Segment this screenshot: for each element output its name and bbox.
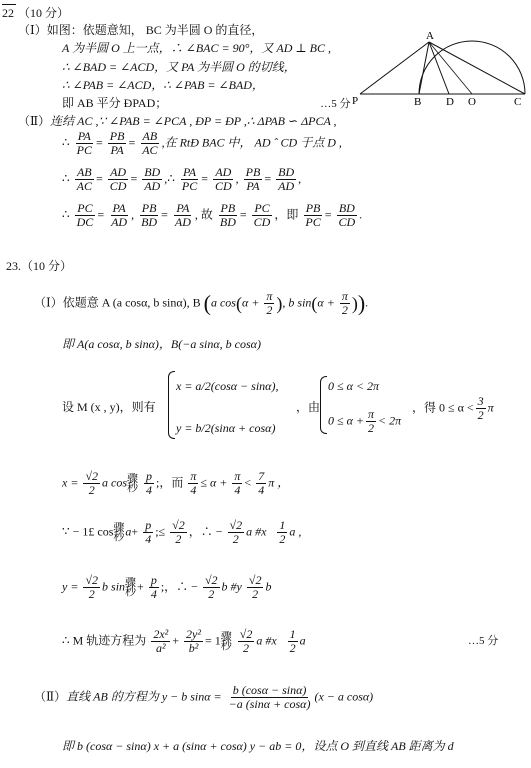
frac-pa-ad-2: $\frac{PA}{AD}$ [174, 201, 191, 229]
label-a: A [426, 30, 434, 42]
q22-p2-line4: ∴ $\frac{PC}{DC}$ = $\frac{PA}{AD}$ , $\frac{PB}{BD}$ = $\frac{PA}{AD}$ , 故 $\frac{PB}{BD}$ = $\frac{PC}{CD}$ ，即 $\frac{PB}{PC}$ = $\frac{BD}{CD}$ . [62, 201, 363, 229]
label-c: C [514, 96, 522, 106]
chord-ab [419, 42, 429, 94]
sys2-bottom: 0 ≤ α + $\frac{\pi}{2}$ < 2π [328, 407, 402, 435]
frac-pc-dc: $\frac{PC}{DC}$ [76, 201, 94, 229]
frac-pb-pa-2: $\frac{PB}{PA}$ [245, 165, 261, 193]
system-brace-left [168, 371, 175, 439]
label-p: P [352, 95, 359, 106]
altitude-ad [429, 42, 449, 94]
chord-ac [429, 42, 525, 94]
radius-ao [429, 42, 472, 94]
q22-p2-text1: 连结 AC ,∵ ∠PAB = ∠PCA , ÐP = ÐP ,∴ ΔPAB ∽ ΔPCA , [50, 114, 337, 128]
q23-score: （10 分） [21, 259, 73, 273]
geometry-figure [350, 28, 530, 106]
q22-p1-line3: ∴ ∠BAD = ∠ACD，又 PA 为半圆 O 的切线， [62, 60, 296, 74]
q22-number: 22 [2, 6, 14, 20]
q23-p2-line2: 即 b (cosα − sinα) x + a (sinα + cosα) y − ab = 0，设点 O 到直线 AB 距离为 d [62, 739, 454, 753]
q22-p2-label: （Ⅱ） [18, 114, 51, 128]
q22-score: （10 分） [18, 6, 70, 20]
frac-pb-bd: $\frac{PB}{BD}$ [141, 201, 158, 229]
q23-p1-score: …5 分 [468, 635, 499, 647]
frac-bd-ad: $\frac{BD}{AD}$ [144, 165, 161, 193]
frac-pa-ad: $\frac{PA}{AD}$ [111, 201, 128, 229]
q23-number: 23. [6, 259, 21, 273]
q22-p1-score: …5 分 [320, 98, 351, 110]
frac-ab-ac: $\frac{AB}{AC}$ [142, 129, 158, 157]
q23-cos-line: ∵ − 1£ cos骤秒a+ $\frac{p}{4}$ ;≤ $\frac{√2}{2}$ ，∴ − $\frac{√2}{2}$ a #x $\frac{1}{2}$ a , [62, 518, 302, 546]
label-b: B [414, 96, 422, 106]
q23-by: ，由 [296, 400, 321, 414]
frac-bd-ad-2: $\frac{BD}{AD}$ [278, 165, 295, 193]
frac-ab-ac-2: $\frac{AB}{AC}$ [76, 165, 92, 193]
q22-p2-line3: ∴ $\frac{AB}{AC}$ = $\frac{AD}{CD}$ = $\frac{BD}{AD}$ ,∴ $\frac{PA}{PC}$ = $\frac{AD}{CD}$ , $\frac{PB}{PA}$ = $\frac{BD}{AD}$ , [62, 165, 302, 193]
system-eq-x: x = a/2(cosα − sinα), [176, 379, 279, 393]
frac-pb-pa: $\frac{PB}{PA}$ [109, 129, 125, 157]
q23-p1-line3-label: 设 M (x , y)，则有 [62, 400, 156, 414]
q23-p2-label: （Ⅱ） [34, 689, 67, 704]
frac-ad-cd: $\frac{AD}{CD}$ [109, 165, 127, 193]
tangent-pa [360, 42, 429, 94]
system-eq-y: y = b/2(sinα + cosα) [176, 421, 276, 435]
q23-x-line: x = $\frac{√2}{2}$ a cos骤秒 $\frac{p}{4}$ ;，而 $\frac{\pi}{4}$ ≤ α + $\frac{\pi}{4}$ < $\frac{7}{4}$ π ， [62, 469, 290, 497]
frac-pa-pc-2: $\frac{PA}{PC}$ [181, 165, 198, 193]
system-brace-right [320, 376, 327, 434]
label-o: O [468, 96, 476, 106]
q22-p1-label: （Ⅰ） [18, 23, 47, 37]
q23-header [6, 258, 72, 274]
q22-p1-line4: ∴ ∠PAB = ∠ACD，∴ ∠PAB = ∠BAD， [62, 78, 264, 92]
q22-p1-line2: A 为半圆 O 上一点，∴ ∠BAC = 90°，又 AD ⊥ BC , [62, 41, 332, 55]
frac-ad-cd-2: $\frac{AD}{CD}$ [214, 165, 232, 193]
q22-header [2, 4, 69, 21]
q23-trajectory-line: ∴ M 轨迹方程为 $\frac{\text{2x²}}{\text{a²}}$ + $\frac{\text{2y²}}{\text{b²}}$ = 1骤秒 $\frac{√2}{2}$ a #x $\frac{1}{2}$ a [62, 627, 306, 655]
q23-p2-line1: （Ⅱ）直线 AB 的方程为 y − b sinα = $\frac{b (\cos\alpha - \sin\alpha)}{-a (\sin\alpha + \cos\alpha)}$ (x − a cosα) [34, 683, 374, 711]
frac-pb-pc: $\frac{PB}{PC}$ [305, 201, 321, 229]
q22-p1-text1: 如图：依题意知， BC 为半圆 O 的直径， [46, 23, 264, 37]
q23-y-line: y = $\frac{√2}{2}$ b sin骤秒+ $\frac{p}{4}$ ;，∴ − $\frac{√2}{2}$ b #y $\frac{√2}{2}$ b [62, 573, 272, 601]
q22-therefore: ∴ [62, 135, 70, 150]
q23-p1-line1: （Ⅰ）依题意 A (a cosα, b sinα), B (a cos(α + $\frac{\pi}{2}$ ), b sin(α + $\frac{\pi}{2}$ )). [34, 289, 369, 317]
q22-p2-line1 [18, 113, 337, 129]
frac-pc-cd: $\frac{PC}{CD}$ [253, 201, 271, 229]
q22-p1-line1 [18, 22, 263, 38]
q22-p1-text5: 即 AB 平分 ÐPAD； [62, 96, 168, 110]
q23-p1-line2: 即 A(a cosα, b sinα)，B(−a sinα, b cosα) [62, 337, 261, 351]
frac-pb-bd-2: $\frac{PB}{BD}$ [219, 201, 236, 229]
q23-p1-label: （Ⅰ） [34, 295, 63, 310]
label-d: D [446, 96, 454, 106]
q23-result-alpha: ，得 0 ≤ α < $\frac{3}{2}$ π [412, 394, 494, 422]
q22-p1-line5 [62, 95, 351, 112]
frac-bd-cd: $\frac{BD}{CD}$ [338, 201, 356, 229]
frac-pa-pc: $\frac{PA}{PC}$ [76, 129, 92, 157]
sys2-top: 0 ≤ α < 2π [328, 379, 379, 393]
q22-p2-line2: ∴ $\frac{PA}{PC}$ = $\frac{PB}{PA}$ = $\frac{AB}{AC}$ ,在 RtÐ BAC 中， AD ˆ CD 于点 D , [62, 129, 342, 157]
